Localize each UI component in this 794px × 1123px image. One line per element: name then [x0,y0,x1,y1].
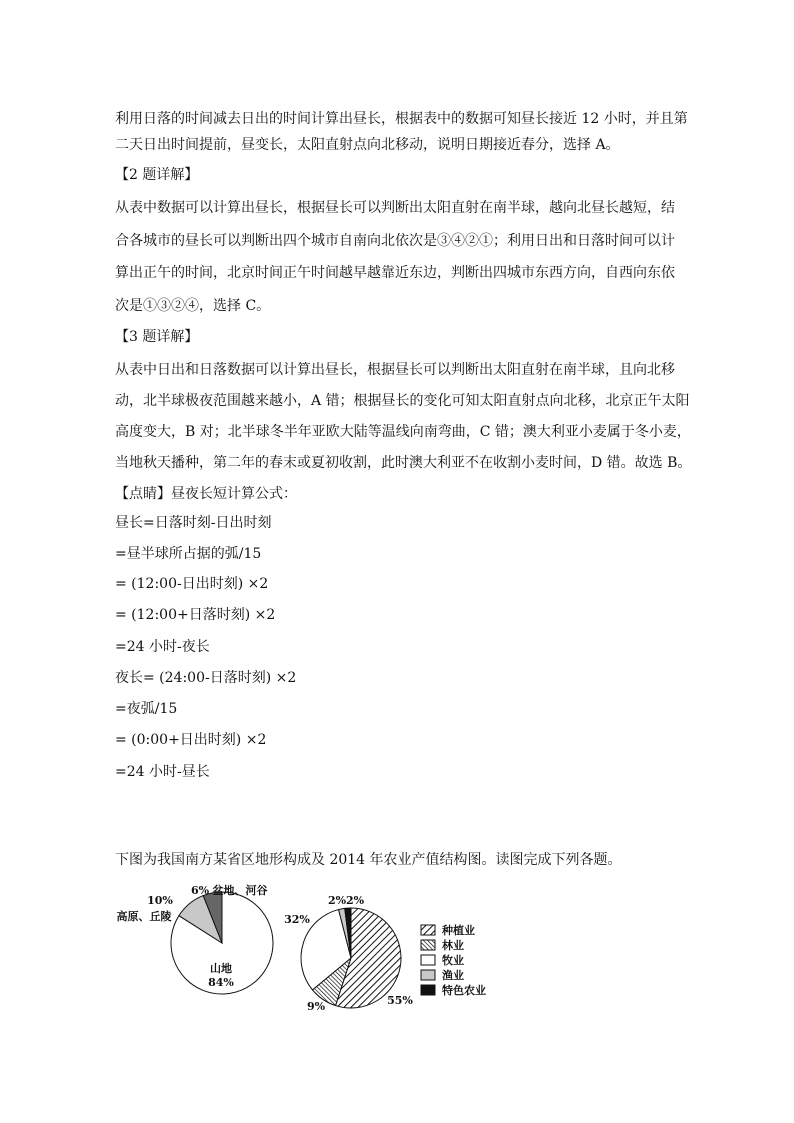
pie-value-label: 55% [387,994,413,1007]
text-line: 从表中日出和日落数据可以计算出昼长，根据昼长可以判断出太阳直射在南半球，且向北移 [115,362,675,378]
pie-label: 84% [208,976,234,989]
pie-value-label: 9% [306,1000,326,1013]
legend-label: 渔业 [442,969,464,982]
text-line: 从表中数据可以计算出昼长，根据昼长可以判断出太阳直射在南半球，越向北昼长越短，结 [115,200,675,216]
text-line: 昼长=日落时刻-日出时刻 [115,515,272,531]
question-intro: 下图为我国南方某省区地形构成及 2014 年农业产值结构图。读图完成下列各题。 [115,852,622,868]
text-line: 次是①③②④，选择 C。 [115,298,271,314]
text-line: 【点睛】昼夜长短计算公式： [115,486,297,502]
legend-swatch [421,955,435,965]
agriculture-legend [421,923,486,997]
pie-value-label: 32% [284,913,310,926]
text-line: 算出正午的时间，北京时间正午时间越早越靠近东边，判断出四城市东西方向，自西向东依 [115,265,675,281]
text-line: = (12:00+日落时刻) ×2 [115,607,276,623]
text-line: 高度变大，B 对；北半球冬半年亚欧大陆等温线向南弯曲，C 错；澳大利亚小麦属于冬小麦， [115,424,691,440]
legend-label: 特色农业 [442,984,486,997]
pie-label: 6% [190,884,210,897]
legend-swatch [421,940,435,950]
text-line: 夜长= (24:00-日落时刻) ×2 [115,670,297,686]
legend-label: 牧业 [442,954,464,967]
pie-value-label: 2% [327,894,347,907]
agriculture-pie-chart [284,894,413,1013]
pie-label: 盆地、河谷 [212,884,268,897]
text-line: 动，北半球极夜范围越来越小，A 错；根据昼长的变化可知太阳直射点向北移，北京正午太阳 [115,393,690,409]
text-line: 当地秋天播种，第二年的春末或夏初收割，此时澳大利亚不在收割小麦时间，D 错。故选 B。 [115,455,692,471]
pie-value-label: 2% [345,894,365,907]
legend-swatch [421,985,435,995]
terrain-pie-chart [117,883,274,994]
text-line: = (12:00-日出时刻) ×2 [115,576,269,592]
text-line: 【3 题详解】 [115,329,199,345]
text-line: =昼半球所占据的弧/15 [115,546,262,562]
text-line: =24 小时-夜长 [115,639,210,655]
text-line: =24 小时-昼长 [115,764,210,780]
text-line: 二天日出时间提前，昼变长，太阳直射点向北移动，说明日期接近春分，选择 A。 [115,137,620,153]
pie-label: 10% [147,894,173,907]
pie-label: 高原、丘陵 [116,910,172,923]
legend-swatch [421,925,435,935]
text-line: 【2 题详解】 [115,167,199,183]
pie-label: 山地 [210,962,232,975]
legend-swatch [421,970,435,980]
legend-label: 林业 [442,939,464,952]
text-line: 合各城市的昼长可以判断出四个城市自南向北依次是③④②①；利用日出和日落时间可以计 [115,233,675,249]
text-line: 利用日落的时间减去日出的时间计算出昼长，根据表中的数据可知昼长接近 12 小时，并且第 [115,111,688,127]
text-line: =夜弧/15 [115,701,178,717]
legend-label: 种植业 [442,924,475,937]
text-line: = (0:00+日出时刻) ×2 [115,732,267,748]
